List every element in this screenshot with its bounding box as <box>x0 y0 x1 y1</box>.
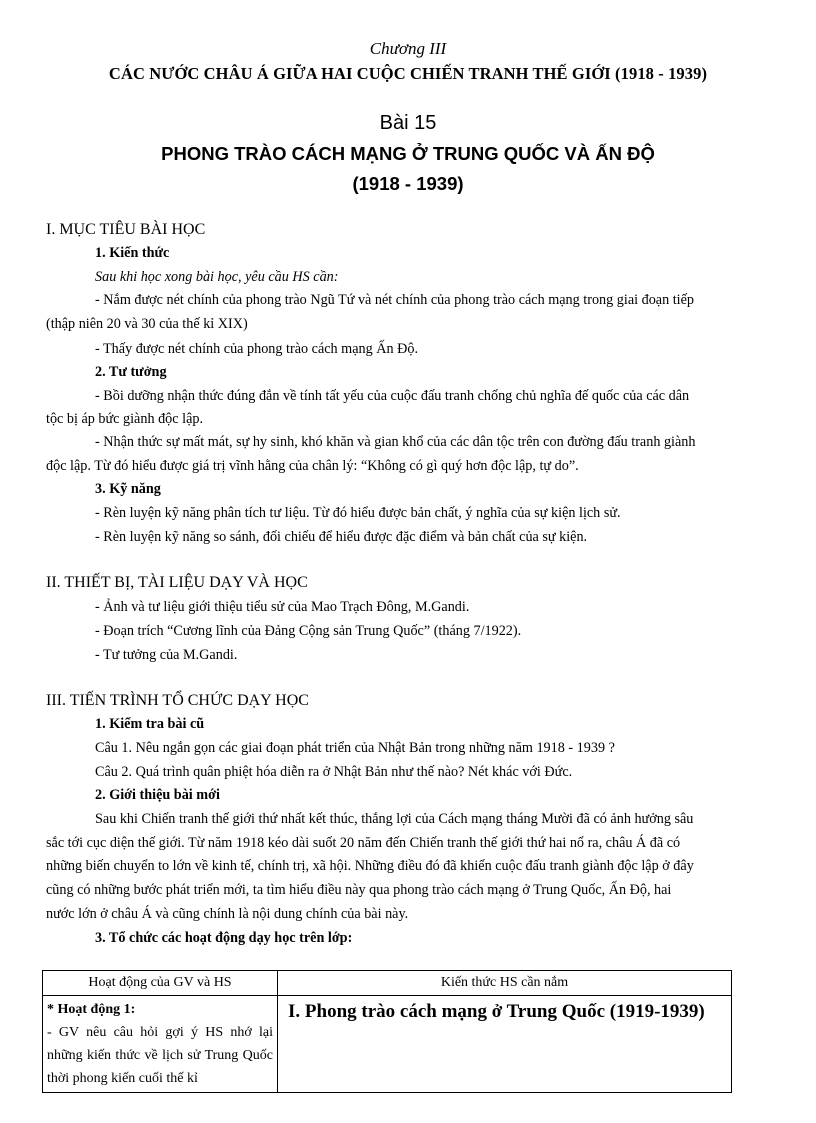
knowledge-intro: Sau khi học xong bài học, yêu cầu HS cần: <box>95 269 339 285</box>
check-question-1: Câu 1. Nêu ngắn gọn các giai đoạn phát triển của Nhật Bản trong những năm 1918 - 1939 ? <box>95 740 615 756</box>
thought-item-2-line-2: độc lập. Từ đó hiểu được giá trị vĩnh hằng của chân lý: “Không có gì quý hơn độc lập, tự do”. <box>46 458 579 474</box>
intro-line-2: sắc tới cục diện thế giới. Từ năm 1918 kéo dài suốt 20 năm đến Chiến tranh thế giới thứ hai nổ ra, châu Á đã có <box>46 835 681 851</box>
intro-line-5: nước lớn ở châu Á và cũng chính là nội dung chính của bài này. <box>46 906 409 922</box>
thought-item-1-line-1: - Bồi dưỡng nhận thức đúng đắn về tính tất yếu của cuộc đấu tranh chống chủ nghĩa đế quốc của các dân <box>95 388 690 404</box>
knowledge-item-2: - Thấy được nét chính của phong trào cách mạng Ấn Độ. <box>95 341 419 357</box>
intro-line-1: Sau khi Chiến tranh thế giới thứ nhất kết thúc, thắng lợi của Cách mạng tháng Mười đã có ảnh hưởng sâu <box>95 811 694 827</box>
knowledge-heading: 1. Kiến thức <box>95 245 170 261</box>
section-3-title: III. TIẾN TRÌNH TỔ CHỨC DẠY HỌC <box>46 692 309 709</box>
knowledge-item-1-line-1: - Nắm được nét chính của phong trào Ngũ Tứ và nét chính của phong trào cách mạng trong giai đoạn tiếp <box>95 292 695 308</box>
skills-item-2: - Rèn luyện kỹ năng so sánh, đối chiếu để hiểu được đặc điểm và bản chất của sự kiện. <box>95 529 588 545</box>
table-header-knowledge: Kiến thức HS cần nắm <box>278 971 732 996</box>
thought-item-2-line-1: - Nhận thức sự mất mát, sự hy sinh, khó khăn và gian khổ của các dân tộc trên con đường đấu tranh giành <box>95 434 696 450</box>
lesson-title: PHONG TRÀO CÁCH MẠNG Ở TRUNG QUỐC VÀ ẤN ĐỘ <box>161 143 655 164</box>
organize-heading: 3. Tổ chức các hoạt động dạy học trên lớp: <box>95 930 353 946</box>
lesson-years: (1918 - 1939) <box>352 173 464 194</box>
activity-text: - GV nêu câu hỏi gợi ý HS nhớ lại những kiến thức về lịch sử Trung Quốc thời phong kiến cuối thế kỉ <box>47 1025 273 1086</box>
chapter-title: CÁC NƯỚC CHÂU Á GIỮA HAI CUỘC CHIẾN TRANH THẾ GIỚI (1918 - 1939) <box>108 64 708 83</box>
materials-item-2: - Đoạn trích “Cương lĩnh của Đảng Cộng sản Trung Quốc” (tháng 7/1922). <box>95 623 522 639</box>
table-header-teacher-activities: Hoạt động của GV và HS <box>43 971 278 996</box>
chapter-label: Chương III <box>369 39 447 58</box>
knowledge-heading-china: I. Phong trào cách mạng ở Trung Quốc (1919-1939) <box>288 1001 705 1022</box>
section-2-title: II. THIẾT BỊ, TÀI LIỆU DẠY VÀ HỌC <box>46 574 308 591</box>
table-header-row <box>43 971 732 996</box>
skills-item-1: - Rèn luyện kỹ năng phân tích tư liệu. Từ đó hiểu được bản chất, ý nghĩa của sự kiện lịch sử. <box>95 505 621 521</box>
activity-cell <box>43 996 278 1093</box>
lesson-number: Bài 15 <box>379 112 437 134</box>
section-1-title: I. MỤC TIÊU BÀI HỌC <box>46 221 206 238</box>
activity-label: * Hoạt động 1: <box>47 1002 136 1017</box>
check-heading: 1. Kiểm tra bài cũ <box>95 716 205 732</box>
knowledge-item-1-line-2: (thập niên 20 và 30 của thế kỉ XIX) <box>46 316 248 332</box>
skills-heading: 3. Kỹ năng <box>95 481 161 497</box>
thought-heading: 2. Tư tưởng <box>95 364 167 380</box>
intro-heading: 2. Giới thiệu bài mới <box>95 787 220 803</box>
intro-line-3: những biến chuyển to lớn về kinh tế, chính trị, xã hội. Những điều đó đã khiến cuộc đấu tranh giành độc lập ở đây <box>46 858 694 874</box>
knowledge-cell <box>278 996 732 1093</box>
materials-item-1: - Ảnh và tư liệu giới thiệu tiểu sử của Mao Trạch Đông, M.Gandi. <box>95 599 470 615</box>
table-row <box>43 996 732 1093</box>
materials-item-3: - Tư tưởng của M.Gandi. <box>95 647 238 663</box>
check-question-2: Câu 2. Quá trình quân phiệt hóa diễn ra ở Nhật Bản như thế nào? Nét khác với Đức. <box>95 764 573 780</box>
intro-line-4: cũng có những bước phát triển mới, ta tìm hiểu điều này qua phong trào cách mạng ở Trung Quốc, Ấn Độ, hai <box>46 882 672 898</box>
thought-item-1-line-2: tộc bị áp bức giành độc lập. <box>46 411 204 427</box>
activities-table <box>42 970 732 1093</box>
